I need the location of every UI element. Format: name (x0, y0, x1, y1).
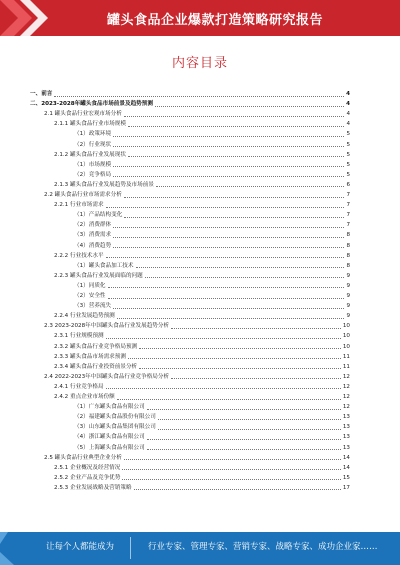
toc-leader-dots (108, 287, 345, 288)
toc-leader-dots (128, 126, 344, 127)
toc-entry-label: 2.1.2 罐头食品行业发展现状 (54, 151, 126, 158)
footer-slogan-left: 让每个人都能成为 (46, 542, 115, 552)
toc-leader-dots (136, 267, 345, 268)
toc-entry[interactable] (30, 300, 350, 310)
toc-entry-label: 2.1 罐头食品行业宏观市场分析 (44, 111, 122, 118)
toc-entry[interactable] (30, 169, 350, 179)
toc-entry-label: 2.3.1 行业规模预测 (54, 333, 104, 340)
toc-entry-label: 2.1.1 罐头食品行业市场规模 (54, 121, 126, 128)
toc-entry[interactable] (30, 351, 350, 361)
toc-entry-page: 7 (346, 192, 350, 198)
toc-leader-dots (106, 257, 345, 258)
toc-entry-page: 9 (346, 303, 350, 310)
footer-stripe-decoration-icon (0, 532, 30, 565)
toc-entry-label: 2.5.2 企业产品及竞争优势 (54, 474, 121, 481)
toc-entry-label: （1）广东罐头食品有限公司 (74, 404, 145, 411)
toc-leader-dots (156, 186, 345, 187)
toc-entry-page: 5 (346, 131, 350, 138)
toc-leader-dots (106, 338, 341, 339)
toc-leader-dots (171, 378, 341, 379)
toc-leader-dots (128, 358, 341, 359)
toc-leader-dots (134, 489, 341, 490)
toc-leader-dots (158, 419, 341, 420)
toc-entry-label: 2.2.4 行业发展趋势预测 (54, 313, 115, 320)
toc-entry-page: 9 (346, 272, 350, 279)
toc-entry-page: 7 (346, 222, 350, 229)
toc-entry-page: 8 (346, 242, 350, 249)
toc-entry-page: 14 (342, 464, 350, 471)
toc-entry[interactable] (30, 149, 350, 159)
toc-entry-page: 12 (342, 383, 350, 390)
toc-entry-label: 2.5.1 企业概况及经营情况 (54, 464, 121, 471)
toc-leader-dots (113, 176, 344, 177)
toc-entry-page: 8 (346, 232, 350, 239)
toc-entry[interactable] (30, 108, 350, 118)
toc-entry[interactable] (30, 240, 350, 250)
toc-entry-page: 7 (346, 202, 350, 209)
toc-entry[interactable] (30, 280, 350, 290)
toc-entry[interactable] (30, 472, 350, 482)
footer-slogan-right: 行业专家、管理专家、营销专家、战略专家、成功企业家…… (148, 542, 378, 552)
toc-entry[interactable] (30, 411, 350, 421)
toc-entry-page: 14 (342, 454, 350, 461)
toc-leader-dots (147, 409, 341, 410)
toc-entry[interactable] (30, 421, 350, 431)
toc-entry-page: 15 (342, 474, 350, 481)
toc-entry-page: 5 (346, 171, 350, 178)
toc-leader-dots (124, 116, 345, 117)
toc-entry-page: 4 (346, 111, 350, 118)
toc-entry-label: 2.2.2 行业技术水平 (54, 252, 104, 259)
toc-leader-dots (124, 197, 345, 198)
toc-leader-dots (113, 308, 344, 309)
toc-entry[interactable] (30, 209, 350, 219)
toc-entry-page: 4 (346, 101, 350, 108)
toc-entry[interactable] (30, 189, 350, 199)
toc-entry-page: 6 (346, 181, 350, 188)
report-title: 罐头食品企业爆款打造策略研究报告 (106, 13, 323, 28)
toc-entry[interactable] (30, 320, 350, 330)
toc-entry[interactable] (30, 290, 350, 300)
toc-entry-label: （3）山东罐头食品集团有限公司 (74, 424, 156, 431)
toc-entry[interactable] (30, 219, 350, 229)
toc-leader-dots (106, 388, 341, 389)
toc-entry[interactable] (30, 442, 350, 452)
toc-entry-page: 5 (346, 161, 350, 168)
toc-entry-page: 5 (346, 151, 350, 158)
toc-entry-page: 17 (342, 484, 350, 491)
toc-entry-label: （5）上海罐头食品有限公司 (74, 444, 145, 451)
toc-entry-label: （3）消费需求 (74, 232, 112, 239)
toc-entry-page: 12 (342, 373, 350, 380)
toc-entry-label: （1）同质化 (74, 282, 106, 289)
toc-entry-page: 13 (342, 444, 350, 451)
toc-entry-label: （2）安全性 (74, 293, 106, 299)
toc-entry-label: （4）浙江罐头食品有限公司 (74, 434, 145, 441)
toc-leader-dots (122, 479, 341, 480)
toc-entry[interactable] (30, 381, 350, 391)
toc-entry-label: （1）罐头食品加工技术 (74, 262, 134, 269)
toc-leader-dots (106, 207, 345, 208)
toc-entry-page: 13 (342, 424, 350, 431)
toc-leader-dots (145, 277, 345, 278)
toc-entry-page: 8 (346, 252, 350, 259)
toc-entry-label: 2.5 罐头食品行业典型企业分析 (44, 454, 122, 461)
toc-entry[interactable] (30, 361, 350, 371)
toc-heading: 内容目录 (171, 56, 228, 71)
toc-entry[interactable] (30, 229, 350, 239)
toc-leader-dots (108, 298, 345, 299)
toc-leader-dots (171, 328, 341, 329)
toc-leader-dots (54, 96, 344, 97)
toc-entry-label: 2.3 2023-2028年中国罐头食品行业发展趋势分析 (44, 323, 170, 330)
toc-entry[interactable] (30, 250, 350, 260)
toc-entry-page: 8 (346, 262, 350, 269)
toc-leader-dots (113, 247, 344, 248)
toc-entry-page: 9 (346, 282, 350, 289)
toc-entry-label: 2.4.1 行业竞争格局 (54, 383, 104, 390)
toc-entry-label: （4）消费趋势 (74, 242, 112, 249)
toc-leader-dots (113, 166, 344, 167)
toc-entry[interactable] (30, 159, 350, 169)
toc-entry-label: 2.3.4 罐头食品行业投资前景分析 (54, 363, 138, 370)
toc-entry[interactable] (30, 431, 350, 441)
toc-entry-page: 13 (342, 434, 350, 441)
toc-entry-label: （2）行业现状 (74, 141, 112, 148)
toc-entry-label: 2.2 罐头食品行业市场需求分析 (44, 192, 122, 198)
toc-entry-page: 11 (342, 363, 350, 370)
toc-entry[interactable] (30, 118, 350, 128)
toc-entry-label: 一、前言 (30, 91, 53, 97)
toc-leader-dots (113, 237, 344, 238)
toc-entry[interactable] (30, 482, 350, 492)
toc-entry[interactable] (30, 452, 350, 462)
toc-entry-label: 2.3.2 罐头食品行业竞争格局预测 (54, 343, 138, 350)
toc-leader-dots (139, 348, 341, 349)
toc-entry[interactable] (30, 199, 350, 209)
toc-entry-label: 2.3.3 罐头食品市场需求预测 (54, 353, 126, 360)
toc-entry-label: （2）消费群体 (74, 222, 112, 229)
toc-leader-dots (113, 136, 344, 137)
toc-entry-page: 9 (346, 293, 350, 299)
toc-leader-dots (147, 439, 341, 440)
toc-entry-page: 9 (346, 313, 350, 320)
toc-entry[interactable] (30, 341, 350, 351)
toc-entry[interactable] (30, 128, 350, 138)
report-header-bar (0, 0, 400, 36)
toc-entry[interactable] (30, 139, 350, 149)
toc-entry-label: 2.1.3 罐头食品行业发展趋势及市场前景 (54, 181, 154, 188)
toc-leader-dots (113, 227, 344, 228)
toc-entry-page: 12 (342, 404, 350, 411)
toc-entry-page: 12 (342, 394, 350, 400)
toc-entry-label: 2.4 2022-2023年中国罐头食品行业竞争格局分析 (44, 373, 170, 380)
toc-entry-label: （1）政策环境 (74, 131, 112, 138)
toc-entry-label: （1）市场规模 (74, 161, 112, 168)
toc-entry-page: 10 (342, 333, 350, 340)
toc-leader-dots (147, 449, 341, 450)
toc-entry-page: 7 (346, 212, 350, 219)
toc-entry[interactable] (30, 179, 350, 189)
toc-entry-label: （1）产品结构变化 (74, 212, 123, 219)
toc-leader-dots (139, 368, 341, 369)
toc-leader-dots (113, 146, 344, 147)
toc-entry-label: 2.2.3 罐头食品行业发展面临的问题 (54, 272, 143, 279)
toc-leader-dots (122, 469, 341, 470)
footer-bar (0, 532, 400, 565)
toc-entry[interactable] (30, 310, 350, 320)
toc-entry[interactable] (30, 98, 350, 108)
toc-entry-label: 2.5.3 企业发展战略及营销策略 (54, 484, 132, 491)
toc-entry[interactable] (30, 330, 350, 340)
toc-leader-dots (124, 217, 344, 218)
toc-leader-dots (128, 156, 344, 157)
toc-entry-page: 10 (342, 343, 350, 350)
toc-entry[interactable] (30, 371, 350, 381)
toc-leader-dots (155, 106, 344, 107)
toc-entry[interactable] (30, 88, 350, 98)
toc-leader-dots (117, 318, 345, 319)
toc-entry-page: 10 (342, 323, 350, 330)
toc-entry-page: 5 (346, 141, 350, 148)
toc-entry[interactable] (30, 462, 350, 472)
toc-entry-label: （3）营养流失 (74, 303, 112, 310)
toc-leader-dots (117, 399, 341, 400)
toc-entry[interactable] (30, 391, 350, 401)
toc-entry-label: （2）福建罐头食品股份有限公司 (74, 414, 156, 421)
toc-entry-page: 4 (346, 121, 350, 128)
toc-entry-page: 11 (342, 353, 350, 360)
toc-entry[interactable] (30, 401, 350, 411)
toc-entry[interactable] (30, 270, 350, 280)
toc-leader-dots (124, 459, 341, 460)
toc-entry-page: 4 (346, 91, 350, 97)
toc-leader-dots (158, 429, 341, 430)
toc-entry-label: 2.2.1 行业市场需求 (54, 202, 104, 209)
toc-entry-label: 二、2023-2028年罐头食品市场前景及趋势预测 (30, 101, 153, 108)
toc-entry[interactable] (30, 260, 350, 270)
toc-entry-label: 2.4.2 重点企业市场份额 (54, 394, 115, 400)
footer-divider (130, 537, 131, 559)
toc-entry-page: 13 (342, 414, 350, 421)
toc-entry-label: （2）竞争格局 (74, 171, 112, 178)
